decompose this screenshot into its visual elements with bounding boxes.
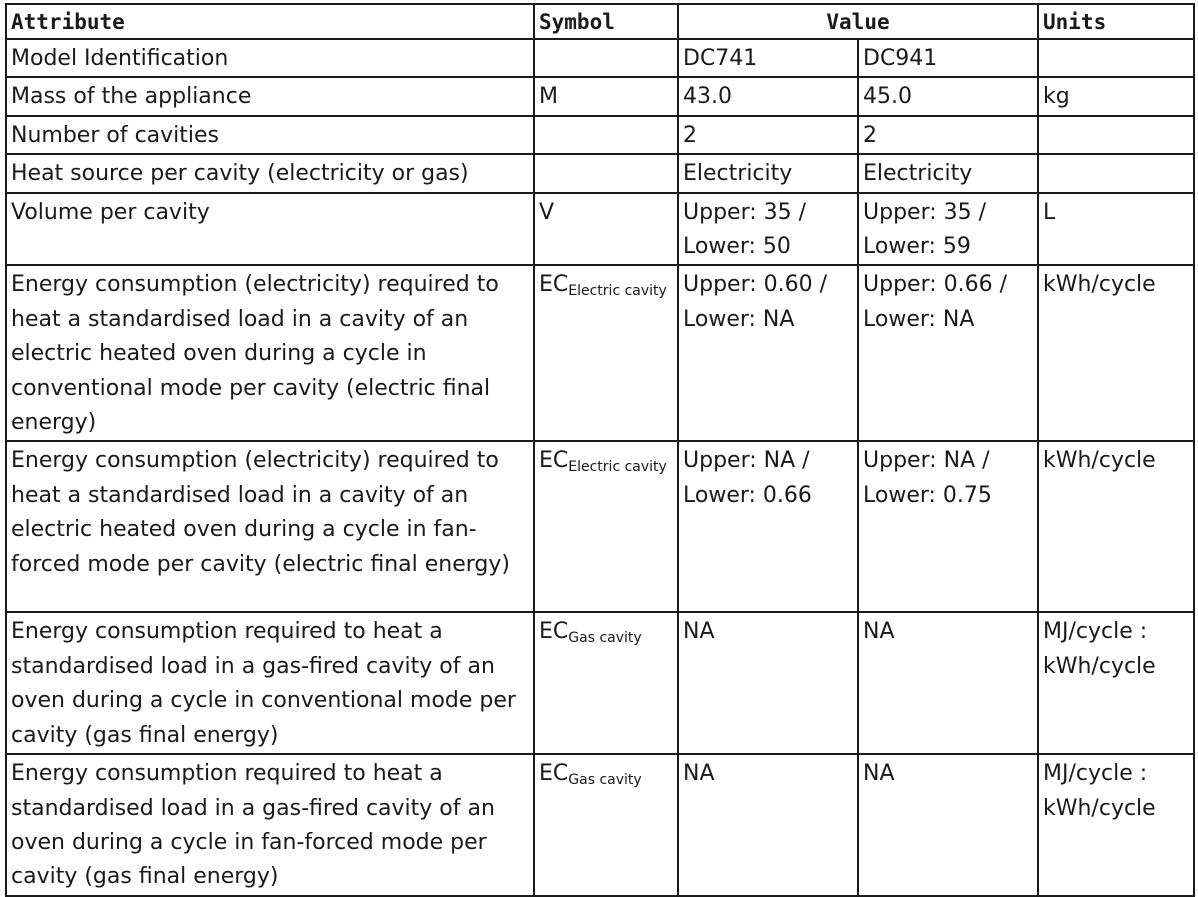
symbol-main: EC	[539, 619, 569, 645]
value-dc741-cell: Upper: 35 / Lower: 50	[678, 193, 858, 266]
symbol-main: EC	[539, 761, 569, 787]
value-dc741-cell: 2	[678, 116, 858, 154]
value-dc941-cell: 45.0	[858, 77, 1038, 115]
units-cell: MJ/cycle : kWh/cycle	[1038, 754, 1194, 896]
symbol-subscript: Gas cavity	[568, 630, 642, 647]
value-dc741-cell: Electricity	[678, 154, 858, 192]
header-attribute: Attribute	[6, 4, 534, 39]
header-value: Value	[678, 4, 1038, 39]
units-cell: kWh/cycle	[1038, 265, 1194, 441]
header-symbol: Symbol	[534, 4, 678, 39]
symbol-cell	[534, 116, 678, 154]
value-dc941-cell: DC941	[858, 39, 1038, 77]
table-row	[6, 39, 1194, 77]
attribute-cell: Energy consumption (electricity) required to heat a standardised load in a cavity of an electric heated oven during a cycle in fan-forced mode per cavity (electric final energy)	[6, 441, 534, 612]
units-cell	[1038, 39, 1194, 77]
units-cell: kWh/cycle	[1038, 441, 1194, 612]
attribute-cell: Energy consumption required to heat a standardised load in a gas-fired cavity of an oven during a cycle in conventional mode per cavity (gas final energy)	[6, 612, 534, 754]
attribute-cell: Energy consumption required to heat a standardised load in a gas-fired cavity of an oven during a cycle in fan-forced mode per cavity (gas final energy)	[6, 754, 534, 896]
symbol-cell	[534, 77, 678, 115]
symbol-cell	[534, 612, 678, 754]
header-row	[6, 4, 1194, 39]
units-cell: MJ/cycle : kWh/cycle	[1038, 612, 1194, 754]
table-row	[6, 612, 1194, 754]
attribute-cell: Mass of the appliance	[6, 77, 534, 115]
header-units: Units	[1038, 4, 1194, 39]
table-row	[6, 77, 1194, 115]
symbol-main: EC	[539, 272, 569, 298]
attribute-cell: Energy consumption (electricity) required to heat a standardised load in a cavity of an electric heated oven during a cycle in conventional mode per cavity (electric final energy)	[6, 265, 534, 441]
value-dc941-cell: Upper: 35 / Lower: 59	[858, 193, 1038, 266]
value-dc941-cell: Upper: 0.66 / Lower: NA	[858, 265, 1038, 441]
value-dc941-cell: NA	[858, 612, 1038, 754]
value-dc941-cell: NA	[858, 754, 1038, 896]
symbol-main: M	[539, 84, 558, 110]
value-dc741-cell: NA	[678, 754, 858, 896]
units-cell: L	[1038, 193, 1194, 266]
attribute-cell: Number of cavities	[6, 116, 534, 154]
symbol-subscript: Electric cavity	[568, 283, 667, 300]
value-dc941-cell: Electricity	[858, 154, 1038, 192]
value-dc741-cell: Upper: NA / Lower: 0.66	[678, 441, 858, 612]
table-row	[6, 754, 1194, 896]
value-dc741-cell: 43.0	[678, 77, 858, 115]
table-row	[6, 265, 1194, 441]
value-dc741-cell: NA	[678, 612, 858, 754]
symbol-cell	[534, 193, 678, 266]
table-row	[6, 193, 1194, 266]
symbol-cell	[534, 754, 678, 896]
units-cell: kg	[1038, 77, 1194, 115]
table-row	[6, 441, 1194, 612]
units-cell	[1038, 116, 1194, 154]
symbol-main: V	[539, 199, 555, 225]
symbol-main: EC	[539, 448, 569, 474]
symbol-cell	[534, 441, 678, 612]
symbol-cell	[534, 154, 678, 192]
value-dc741-cell: DC741	[678, 39, 858, 77]
product-information-table	[5, 3, 1195, 897]
symbol-cell	[534, 265, 678, 441]
attribute-cell: Heat source per cavity (electricity or gas)	[6, 154, 534, 192]
attribute-cell: Model Identification	[6, 39, 534, 77]
table-row	[6, 116, 1194, 154]
value-dc941-cell: Upper: NA / Lower: 0.75	[858, 441, 1038, 612]
value-dc941-cell: 2	[858, 116, 1038, 154]
units-cell	[1038, 154, 1194, 192]
symbol-cell	[534, 39, 678, 77]
symbol-subscript: Gas cavity	[568, 772, 642, 789]
value-dc741-cell: Upper: 0.60 / Lower: NA	[678, 265, 858, 441]
attribute-cell: Volume per cavity	[6, 193, 534, 266]
table-row	[6, 154, 1194, 192]
symbol-subscript: Electric cavity	[568, 459, 667, 476]
